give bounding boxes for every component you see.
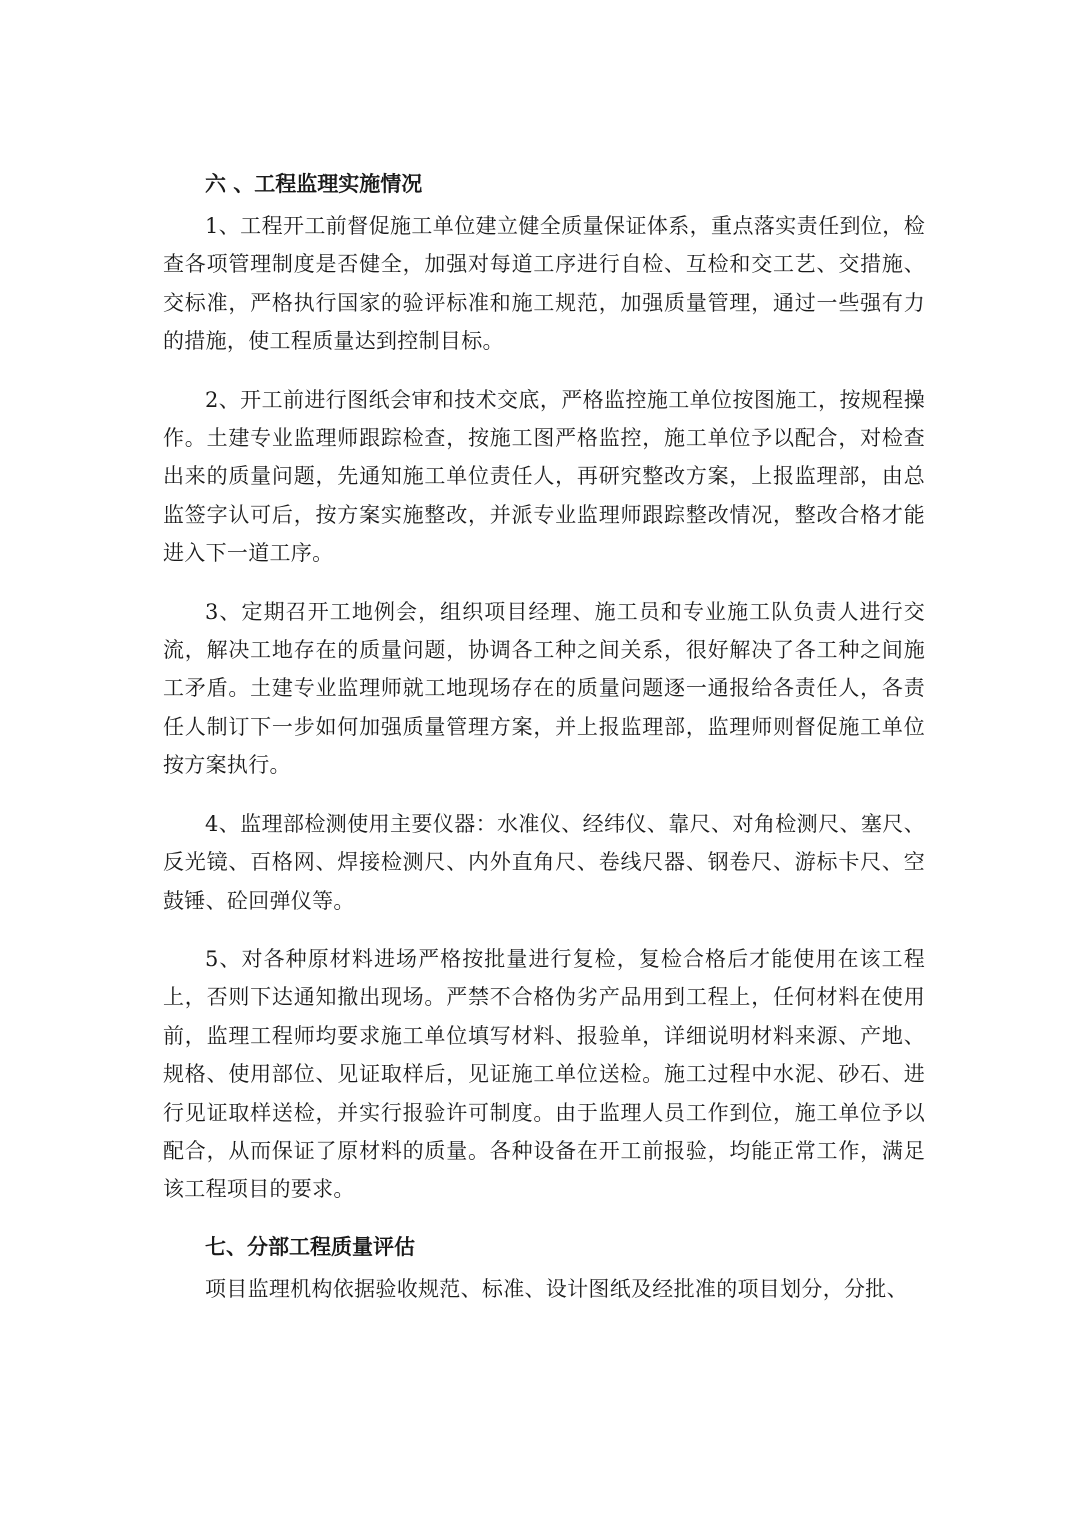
section-6-paragraph-1: 1、工程开工前督促施工单位建立健全质量保证体系，重点落实责任到位，检查各项管理制度是否健全，加强对每道工序进行自检、互检和交工艺、交措施、交标准，严格执行国家的验评标准和施工规范，加强质量管理，通过一些强有力的措施，使工程质量达到控制目标。	[163, 214, 925, 354]
section-6-paragraph-3: 3、定期召开工地例会，组织项目经理、施工员和专业施工队负责人进行交流，解决工地存在的质量问题，协调各工种之间关系，很好解决了各工种之间施工矛盾。土建专业监理师就工地现场存在的质量问题逐一通报给各责任人，各责任人制订下一步如何加强质量管理方案，并上报监理部，监理师则督促施工单位按方案执行。	[163, 599, 925, 778]
section-7-heading: 七、分部工程质量评估	[205, 1233, 415, 1259]
section-6-paragraph-4: 4、监理部检测使用主要仪器：水准仪、经纬仪、靠尺、对角检测尺、塞尺、反光镜、百格网、焊接检测尺、内外直角尺、卷线尺器、钢卷尺、游标卡尺、空鼓锤、砼回弹仪等。	[163, 811, 925, 913]
section-6-paragraph-5: 5、对各种原材料进场严格按批量进行复检，复检合格后才能使用在该工程上，否则下达通知撤出现场。严禁不合格伪劣产品用到工程上，任何材料在使用前，监理工程师均要求施工单位填写材料、报验单，详细说明材料来源、产地、规格、使用部位、见证取样后，见证施工单位送检。施工过程中水泥、砂石、进行见证取样送检，并实行报验许可制度。由于监理人员工作到位，施工单位予以配合，从而保证了原材料的质量。各种设备在开工前报验，均能正常工作，满足该工程项目的要求。	[163, 946, 925, 1202]
section-6-heading: 六 、工程监理实施情况	[205, 171, 423, 196]
document-page	[163, 166, 925, 1328]
section-7-paragraph-1: 项目监理机构依据验收规范、标准、设计图纸及经批准的项目划分，分批、	[205, 1276, 908, 1301]
section-6-paragraph-2: 2、开工前进行图纸会审和技术交底，严格监控施工单位按图施工，按规程操作。土建专业监理师跟踪检查，按施工图严格监控，施工单位予以配合，对检查出来的质量问题，先通知施工单位责任人，再研究整改方案，上报监理部，由总监签字认可后，按方案实施整改，并派专业监理师跟踪整改情况，整改合格才能进入下一道工序。	[163, 387, 925, 566]
